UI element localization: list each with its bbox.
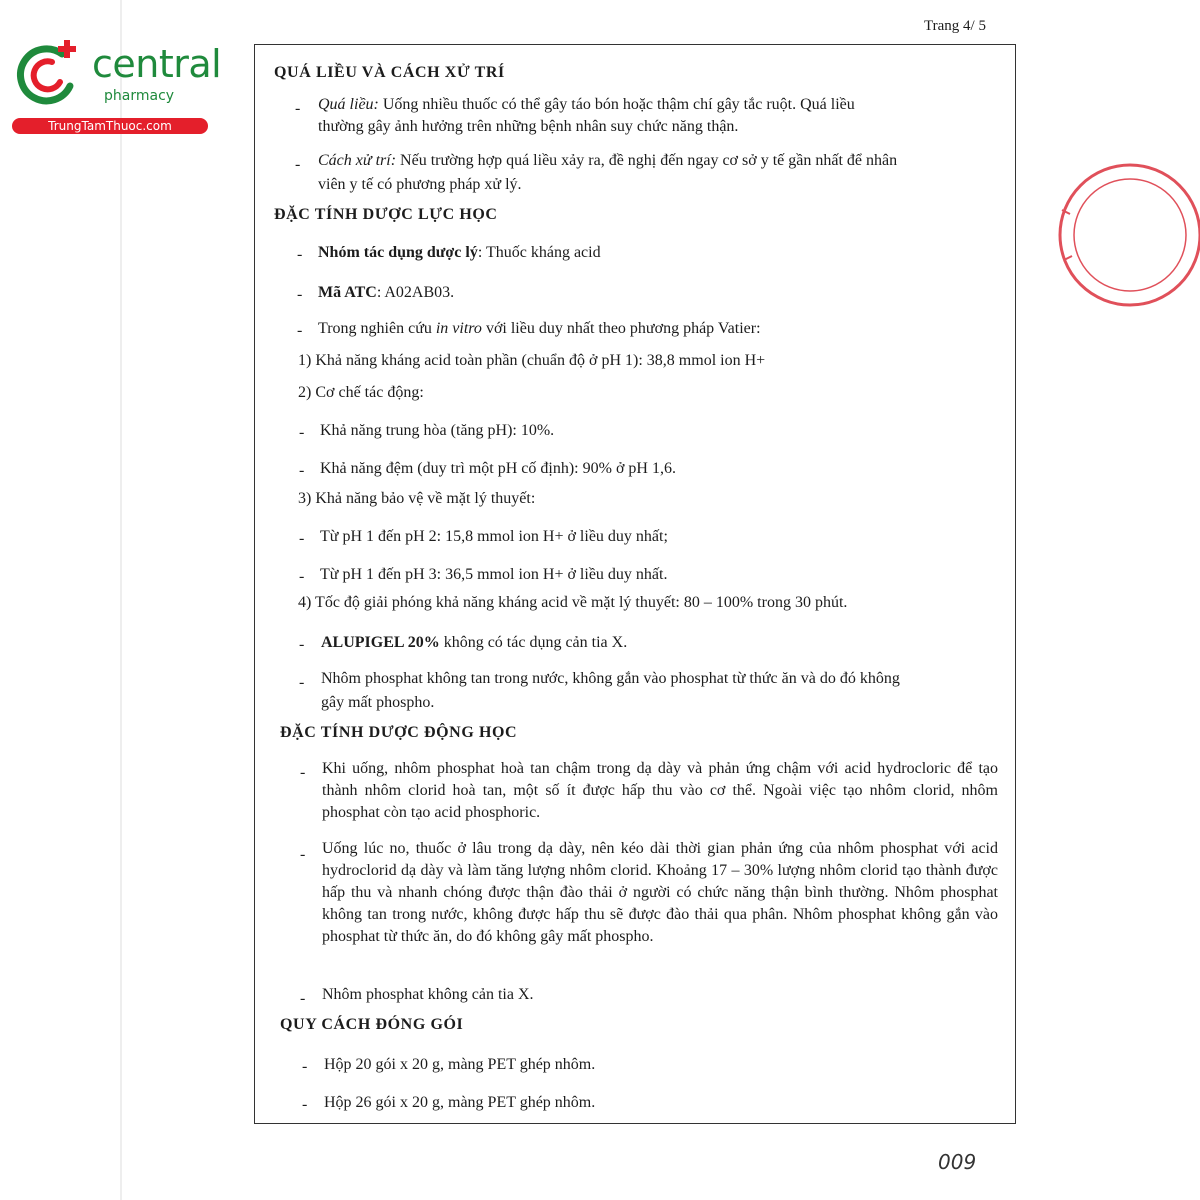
drug-group-line [318,242,601,264]
pharmacokinetics-paragraph-1: Khi uống, nhôm phosphat hoà tan chậm trong dạ dày và phản ứng chậm với acid hydrocloric để tạo thành nhôm clorid hoà tan, một số ít được hấp thu vào cơ thể. Ngoài việc tạo nhôm clorid, nhôm phosphat còn tạo acid phosphoric. [322,760,998,821]
bullet-dash: - [299,674,305,691]
packaging-heading: QUY CÁCH ĐÓNG GÓI [280,1016,464,1033]
study-text-pre: Trong nghiên cứu [318,320,436,337]
xray-text: không có tác dụng cản tia X. [439,634,628,651]
overdose-paragraph-line1 [318,94,855,116]
bullet-dash: - [299,424,305,441]
list-item-3b: Từ pH 1 đến pH 3: 36,5 mmol ion H+ ở liều duy nhất. [320,566,668,583]
bullet-dash: - [297,246,303,263]
bullet-dash: - [295,156,301,173]
treatment-label: Cách xử trí: [318,152,397,169]
pharmacokinetics-paragraph-3: Nhôm phosphat không cản tia X. [322,986,534,1003]
study-text-post: với liều duy nhất theo phương pháp Vatier: [481,320,761,337]
treatment-text: Nếu trường hợp quá liều xảy ra, đề nghị đến ngay cơ sở y tế gần nhất để nhân [396,152,898,169]
packaging-item-1: Hộp 20 gói x 20 g, màng PET ghép nhôm. [324,1056,596,1073]
packaging-item-2: Hộp 26 gói x 20 g, màng PET ghép nhôm. [324,1094,596,1111]
bullet-dash: - [300,846,306,863]
list-item-3a: Từ pH 1 đến pH 2: 15,8 mmol ion H+ ở liều duy nhất; [320,528,668,545]
logo-subtitle: pharmacy [104,88,175,104]
central-logo-icon [12,38,84,110]
drug-group-label: Nhóm tác dụng dược lý [318,244,478,261]
bullet-dash: - [302,1096,308,1113]
treatment-paragraph-line1 [318,150,897,172]
phosphate-line1: Nhôm phosphat không tan trong nước, không gắn vào phosphat từ thức ăn và do đó không [321,670,900,687]
list-item-1: 1) Khả năng kháng acid toàn phần (chuẩn độ ở pH 1): 38,8 mmol ion H+ [298,352,766,369]
bullet-dash: - [299,530,305,547]
drug-group-value: : Thuốc kháng acid [477,244,601,261]
logo-url: TrungTamThuoc.com [12,118,208,134]
logo-name: central [92,42,222,86]
brand-logo [12,38,222,138]
bullet-dash: - [299,636,305,653]
bullet-dash: - [299,462,305,479]
bullet-dash: - [302,1058,308,1075]
bullet-dash: - [299,568,305,585]
xray-line [321,632,627,654]
overdose-label: Quá liều: [318,96,379,113]
overdose-text: Uống nhiều thuốc có thể gây táo bón hoặc thậm chí gây tắc ruột. Quá liều [378,96,855,113]
phosphate-line2: gây mất phospho. [321,694,435,711]
overdose-paragraph-line2: thường gây ảnh hưởng trên những bệnh nhân suy chức năng thận. [318,118,739,135]
list-item-3: 3) Khả năng bảo vệ về mặt lý thuyết: [298,490,536,507]
handwritten-page-number: 009 [938,1150,977,1174]
list-item-2: 2) Cơ chế tác động: [298,384,424,401]
list-item-4: 4) Tốc độ giải phóng khả năng kháng acid về mặt lý thuyết: 80 – 100% trong 30 phút. [298,594,848,611]
atc-value: : A02AB03. [376,284,455,301]
bullet-dash: - [300,764,306,781]
study-line [318,318,761,340]
pharmacokinetics-heading: ĐẶC TÍNH DƯỢC ĐỘNG HỌC [280,724,518,741]
study-text-italic: in vitro [435,320,482,337]
list-item-2a: Khả năng trung hòa (tăng pH): 10%. [320,422,555,439]
atc-line [318,282,454,304]
company-stamp [1030,150,1200,330]
product-name: ALUPIGEL 20% [321,634,440,651]
page-number: Trang 4/ 5 [924,18,986,34]
list-item-2b: Khả năng đệm (duy trì một pH cố định): 90% ở pH 1,6. [320,460,676,477]
bullet-dash: - [297,322,303,339]
treatment-paragraph-line2: viên y tế có phương pháp xử lý. [318,176,522,193]
atc-label: Mã ATC [318,284,377,301]
pharmacodynamics-heading: ĐẶC TÍNH DƯỢC LỰC HỌC [274,206,498,223]
bullet-dash: - [300,990,306,1007]
page-edge [120,0,122,1200]
overdose-heading: QUÁ LIỀU VÀ CÁCH XỬ TRÍ [274,64,505,81]
pharmacokinetics-paragraph-2: Uống lúc no, thuốc ở lâu trong dạ dày, nên kéo dài thời gian phản ứng của nhôm phosphat với acid hydroclorid dạ dày và làm tăng lượng nhôm clorid. Khoảng 17 – 30% lượng nhôm clorid tạo thành được hấp thu và nhanh chóng được thận đào thải ở người có chức năng thận bình thường. Nhôm phosphat không tan trong nước, không được hấp thu sẽ được đào thải qua phân. Nhôm phosphat không gắn vào phosphat từ thức ăn, do đó không gây mất phospho. [322,840,998,945]
bullet-dash: - [295,100,301,117]
bullet-dash: - [297,286,303,303]
